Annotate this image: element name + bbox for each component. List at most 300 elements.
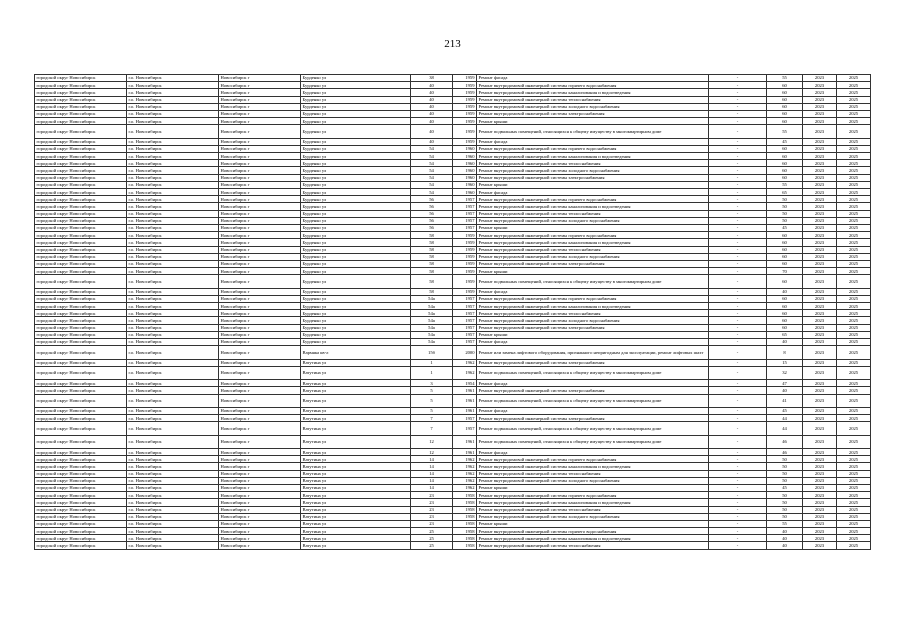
cell-locality: Новосибирск г [219,346,301,359]
cell-year: 1959 [453,138,477,145]
cell-city: г.о. Новосибирск [127,232,219,239]
cell-work: Ремонт внутридомовой инженерной системы горячего водоснабжения [477,82,709,89]
cell-house: 14 [411,477,453,484]
cell-year: 1957 [453,210,477,217]
cell-year: 1957 [453,203,477,210]
cell-start: 2023 [803,145,837,152]
cell-start: 2023 [803,359,837,366]
cell-work: Ремонт внутридомовой инженерной системы горячего водоснабжения [477,145,709,152]
cell-street: Вармяка кв-л [301,346,411,359]
table-row [35,303,871,310]
cell-year: 1961 [453,394,477,407]
cell-street: Бурденко ул [301,210,411,217]
cell-house: 58 [411,239,453,246]
cell-locality: Новосибирск г [219,125,301,138]
cell-locality: Новосибирск г [219,89,301,96]
cell-flag: - [709,463,767,470]
table-row [35,317,871,324]
cell-flag: - [709,160,767,167]
cell-city: г.о. Новосибирск [127,324,219,331]
cell-street: Бурденко ул [301,232,411,239]
cell-cost: 50 [767,463,803,470]
table-row [35,338,871,345]
cell-cost: 50 [767,492,803,499]
cell-flag: - [709,110,767,117]
cell-work: Ремонт фасада [477,189,709,196]
table-row [35,492,871,499]
cell-cost: 40 [767,535,803,542]
cell-year: 1961 [453,435,477,448]
cell-year: 1959 [453,118,477,125]
cell-work: Ремонт крыши [477,331,709,338]
cell-work: Ремонт фасада [477,407,709,414]
cell-house: 25 [411,528,453,535]
cell-year: 1959 [453,260,477,267]
cell-house: 23 [411,492,453,499]
cell-house: 12 [411,435,453,448]
cell-end: 2025 [837,310,871,317]
cell-district: городской округ Новосибирск [35,542,127,549]
cell-street: Ватутина ул [301,499,411,506]
cell-start: 2023 [803,224,837,231]
cell-start: 2023 [803,324,837,331]
cell-work: Ремонт внутридомовой инженерной системы холодного водоснабжения [477,317,709,324]
cell-district: городской округ Новосибирск [35,138,127,145]
cell-flag: - [709,288,767,295]
cell-flag: - [709,346,767,359]
cell-flag: - [709,542,767,549]
cell-cost: 44 [767,422,803,435]
cell-house: 14 [411,470,453,477]
cell-locality: Новосибирск г [219,513,301,520]
cell-end: 2025 [837,103,871,110]
cell-locality: Новосибирск г [219,110,301,117]
cell-locality: Новосибирск г [219,232,301,239]
cell-start: 2023 [803,422,837,435]
cell-street: Бурденко ул [301,246,411,253]
table-row [35,346,871,359]
cell-work: Ремонт внутридомовой инженерной системы горячего водоснабжения [477,492,709,499]
cell-house: 5 [411,387,453,394]
cell-house: 54а [411,331,453,338]
table-row [35,232,871,239]
cell-street: Бурденко ул [301,82,411,89]
cell-district: городской округ Новосибирск [35,196,127,203]
cell-flag: - [709,260,767,267]
cell-street: Ватутина ул [301,394,411,407]
cell-cost: 60 [767,96,803,103]
cell-city: г.о. Новосибирск [127,387,219,394]
cell-street: Бурденко ул [301,167,411,174]
cell-house: 1 [411,359,453,366]
table-row [35,506,871,513]
cell-street: Бурденко ул [301,103,411,110]
cell-city: г.о. Новосибирск [127,366,219,379]
cell-street: Ватутина ул [301,456,411,463]
table-row [35,253,871,260]
cell-district: городской округ Новосибирск [35,387,127,394]
cell-house: 23 [411,506,453,513]
cell-start: 2023 [803,303,837,310]
cell-street: Ватутина ул [301,415,411,422]
cell-cost: 50 [767,210,803,217]
cell-locality: Новосибирск г [219,499,301,506]
cell-end: 2025 [837,82,871,89]
cell-house: 5 [411,407,453,414]
cell-cost: 50 [767,513,803,520]
cell-locality: Новосибирск г [219,331,301,338]
cell-street: Ватутина ул [301,506,411,513]
table-row [35,96,871,103]
cell-cost: 60 [767,246,803,253]
cell-district: городской округ Новосибирск [35,288,127,295]
cell-cost: 44 [767,415,803,422]
cell-cost: 50 [767,456,803,463]
table-row [35,167,871,174]
cell-year: 1957 [453,331,477,338]
cell-district: городской округ Новосибирск [35,346,127,359]
cell-end: 2025 [837,260,871,267]
table-row [35,359,871,366]
cell-cost: 60 [767,167,803,174]
cell-flag: - [709,535,767,542]
cell-flag: - [709,268,767,275]
cell-start: 2023 [803,331,837,338]
cell-year: 1960 [453,160,477,167]
cell-street: Бурденко ул [301,174,411,181]
cell-cost: 50 [767,217,803,224]
cell-locality: Новосибирск г [219,253,301,260]
cell-end: 2025 [837,181,871,188]
cell-year: 1962 [453,470,477,477]
cell-work: Ремонт подвальных помещений, относящихся к общему имуществу в многоквартирном доме [477,366,709,379]
cell-work: Ремонт внутридомовой инженерной системы электроснабжения [477,359,709,366]
cell-district: городской округ Новосибирск [35,324,127,331]
cell-flag: - [709,366,767,379]
cell-locality: Новосибирск г [219,492,301,499]
cell-start: 2023 [803,288,837,295]
cell-end: 2025 [837,394,871,407]
cell-district: городской округ Новосибирск [35,125,127,138]
table-row [35,110,871,117]
table-row [35,513,871,520]
cell-locality: Новосибирск г [219,463,301,470]
cell-cost: 50 [767,470,803,477]
cell-year: 1954 [453,380,477,387]
cell-cost: 60 [767,110,803,117]
cell-house: 56 [411,210,453,217]
cell-locality: Новосибирск г [219,477,301,484]
cell-flag: - [709,295,767,302]
cell-cost: 40 [767,528,803,535]
cell-year: 1957 [453,324,477,331]
cell-locality: Новосибирск г [219,145,301,152]
table-row [35,435,871,448]
cell-locality: Новосибирск г [219,75,301,82]
cell-locality: Новосибирск г [219,435,301,448]
table-row [35,380,871,387]
cell-flag: - [709,232,767,239]
cell-end: 2025 [837,210,871,217]
cell-year: 1958 [453,542,477,549]
cell-flag: - [709,217,767,224]
cell-end: 2025 [837,203,871,210]
cell-year: 1959 [453,110,477,117]
table-row [35,75,871,82]
cell-flag: - [709,513,767,520]
cell-end: 2025 [837,477,871,484]
cell-start: 2023 [803,513,837,520]
cell-locality: Новосибирск г [219,317,301,324]
cell-year: 1959 [453,288,477,295]
cell-city: г.о. Новосибирск [127,145,219,152]
cell-end: 2025 [837,275,871,288]
cell-cost: 60 [767,174,803,181]
cell-street: Ватутина ул [301,435,411,448]
cell-street: Бурденко ул [301,203,411,210]
cell-district: городской округ Новосибирск [35,239,127,246]
cell-district: городской округ Новосибирск [35,189,127,196]
cell-end: 2025 [837,520,871,527]
cell-district: городской округ Новосибирск [35,338,127,345]
cell-city: г.о. Новосибирск [127,422,219,435]
cell-house: 58 [411,260,453,267]
cell-end: 2025 [837,145,871,152]
cell-start: 2023 [803,542,837,549]
cell-district: городской округ Новосибирск [35,310,127,317]
repair-schedule-table [34,74,871,550]
cell-flag: - [709,125,767,138]
cell-end: 2025 [837,484,871,491]
cell-street: Бурденко ул [301,181,411,188]
cell-locality: Новосибирск г [219,160,301,167]
cell-city: г.о. Новосибирск [127,394,219,407]
cell-year: 1959 [453,268,477,275]
cell-end: 2025 [837,110,871,117]
cell-work: Ремонт внутридомовой инженерной системы горячего водоснабжения [477,196,709,203]
cell-district: городской округ Новосибирск [35,380,127,387]
cell-city: г.о. Новосибирск [127,295,219,302]
cell-work: Ремонт внутридомовой инженерной системы канализования и водоотведения [477,303,709,310]
cell-district: городской округ Новосибирск [35,181,127,188]
cell-work: Ремонт фасада [477,338,709,345]
cell-city: г.о. Новосибирск [127,89,219,96]
cell-city: г.о. Новосибирск [127,196,219,203]
cell-work: Ремонт крыши [477,520,709,527]
cell-flag: - [709,246,767,253]
cell-end: 2025 [837,224,871,231]
cell-work: Ремонт крыши [477,268,709,275]
cell-house: 23 [411,499,453,506]
cell-work: Ремонт подвальных помещений, относящихся к общему имуществу в многоквартирном доме [477,435,709,448]
cell-city: г.о. Новосибирск [127,275,219,288]
cell-year: 1960 [453,153,477,160]
cell-start: 2023 [803,260,837,267]
cell-start: 2023 [803,484,837,491]
cell-flag: - [709,407,767,414]
cell-locality: Новосибирск г [219,260,301,267]
cell-district: городской округ Новосибирск [35,331,127,338]
cell-flag: - [709,153,767,160]
cell-cost: 60 [767,239,803,246]
cell-house: 5 [411,394,453,407]
cell-flag: - [709,394,767,407]
cell-end: 2025 [837,387,871,394]
cell-district: городской округ Новосибирск [35,366,127,379]
cell-district: городской округ Новосибирск [35,506,127,513]
cell-flag: - [709,103,767,110]
cell-locality: Новосибирск г [219,470,301,477]
cell-cost: 45 [767,138,803,145]
cell-house: 12 [411,449,453,456]
table-row [35,138,871,145]
cell-city: г.о. Новосибирск [127,528,219,535]
cell-city: г.о. Новосибирск [127,331,219,338]
cell-year: 1960 [453,145,477,152]
cell-street: Бурденко ул [301,295,411,302]
cell-start: 2023 [803,96,837,103]
cell-city: г.о. Новосибирск [127,210,219,217]
cell-street: Ватутина ул [301,484,411,491]
cell-start: 2023 [803,103,837,110]
cell-work: Ремонт внутридомовой инженерной системы канализования и водоотведения [477,89,709,96]
cell-cost: 45 [767,484,803,491]
cell-locality: Новосибирск г [219,268,301,275]
cell-district: городской округ Новосибирск [35,268,127,275]
cell-city: г.о. Новосибирск [127,407,219,414]
cell-city: г.о. Новосибирск [127,217,219,224]
table-row [35,422,871,435]
cell-start: 2023 [803,456,837,463]
cell-work: Ремонт крыши [477,224,709,231]
cell-year: 1959 [453,253,477,260]
cell-end: 2025 [837,253,871,260]
table-row [35,239,871,246]
cell-cost: 60 [767,103,803,110]
cell-cost: 50 [767,203,803,210]
cell-end: 2025 [837,125,871,138]
cell-city: г.о. Новосибирск [127,189,219,196]
cell-end: 2025 [837,303,871,310]
cell-flag: - [709,484,767,491]
cell-locality: Новосибирск г [219,338,301,345]
cell-locality: Новосибирск г [219,303,301,310]
cell-start: 2023 [803,246,837,253]
cell-district: городской округ Новосибирск [35,253,127,260]
cell-house: 58 [411,288,453,295]
cell-flag: - [709,89,767,96]
cell-district: городской округ Новосибирск [35,153,127,160]
cell-end: 2025 [837,346,871,359]
cell-house: 54а [411,310,453,317]
cell-flag: - [709,196,767,203]
table-row [35,542,871,549]
cell-year: 2000 [453,346,477,359]
cell-year: 1960 [453,174,477,181]
cell-street: Бурденко ул [301,317,411,324]
cell-end: 2025 [837,407,871,414]
table-row [35,260,871,267]
cell-flag: - [709,415,767,422]
cell-year: 1959 [453,239,477,246]
cell-start: 2023 [803,528,837,535]
cell-district: городской округ Новосибирск [35,422,127,435]
cell-locality: Новосибирск г [219,189,301,196]
cell-street: Бурденко ул [301,268,411,275]
table-row [35,189,871,196]
cell-cost: 60 [767,153,803,160]
cell-flag: - [709,145,767,152]
cell-flag: - [709,82,767,89]
cell-locality: Новосибирск г [219,96,301,103]
cell-city: г.о. Новосибирск [127,253,219,260]
cell-city: г.о. Новосибирск [127,75,219,82]
cell-locality: Новосибирск г [219,239,301,246]
cell-end: 2025 [837,239,871,246]
cell-cost: 50 [767,499,803,506]
cell-district: городской округ Новосибирск [35,174,127,181]
cell-city: г.о. Новосибирск [127,118,219,125]
cell-work: Ремонт внутридомовой инженерной системы электроснабжения [477,415,709,422]
cell-end: 2025 [837,324,871,331]
cell-cost: 40 [767,338,803,345]
table-row [35,196,871,203]
cell-house: 56 [411,217,453,224]
cell-work: Ремонт внутридомовой инженерной системы канализования и водоотведения [477,463,709,470]
cell-year: 1958 [453,520,477,527]
cell-start: 2023 [803,138,837,145]
cell-end: 2025 [837,189,871,196]
cell-work: Ремонт внутридомовой инженерной системы теплоснабжения [477,160,709,167]
cell-locality: Новосибирск г [219,174,301,181]
cell-street: Ватутина ул [301,513,411,520]
cell-street: Ватутина ул [301,387,411,394]
cell-flag: - [709,317,767,324]
cell-start: 2023 [803,407,837,414]
cell-district: городской округ Новосибирск [35,415,127,422]
cell-flag: - [709,477,767,484]
cell-start: 2023 [803,535,837,542]
cell-district: городской округ Новосибирск [35,82,127,89]
cell-street: Бурденко ул [301,288,411,295]
cell-flag: - [709,75,767,82]
cell-work: Ремонт внутридомовой инженерной системы холодного водоснабжения [477,253,709,260]
cell-locality: Новосибирск г [219,415,301,422]
cell-start: 2023 [803,310,837,317]
cell-district: городской округ Новосибирск [35,492,127,499]
cell-start: 2023 [803,174,837,181]
cell-cost: 45 [767,224,803,231]
cell-cost: 60 [767,89,803,96]
cell-work: Ремонт внутридомовой инженерной системы горячего водоснабжения [477,456,709,463]
cell-city: г.о. Новосибирск [127,125,219,138]
cell-work: Ремонт внутридомовой инженерной системы теплоснабжения [477,542,709,549]
cell-work: Ремонт внутридомовой инженерной системы электроснабжения [477,174,709,181]
cell-work: Ремонт подвальных помещений, относящихся к общему имуществу в многоквартирном доме [477,275,709,288]
cell-year: 1962 [453,463,477,470]
cell-start: 2023 [803,449,837,456]
cell-end: 2025 [837,449,871,456]
cell-work: Ремонт внутридомовой инженерной системы холодного водоснабжения [477,477,709,484]
page-number: 213 [444,38,461,50]
table-row [35,288,871,295]
cell-year: 1958 [453,499,477,506]
cell-cost: 60 [767,310,803,317]
cell-house: 23 [411,520,453,527]
cell-flag: - [709,324,767,331]
cell-flag: - [709,528,767,535]
table-row [35,174,871,181]
